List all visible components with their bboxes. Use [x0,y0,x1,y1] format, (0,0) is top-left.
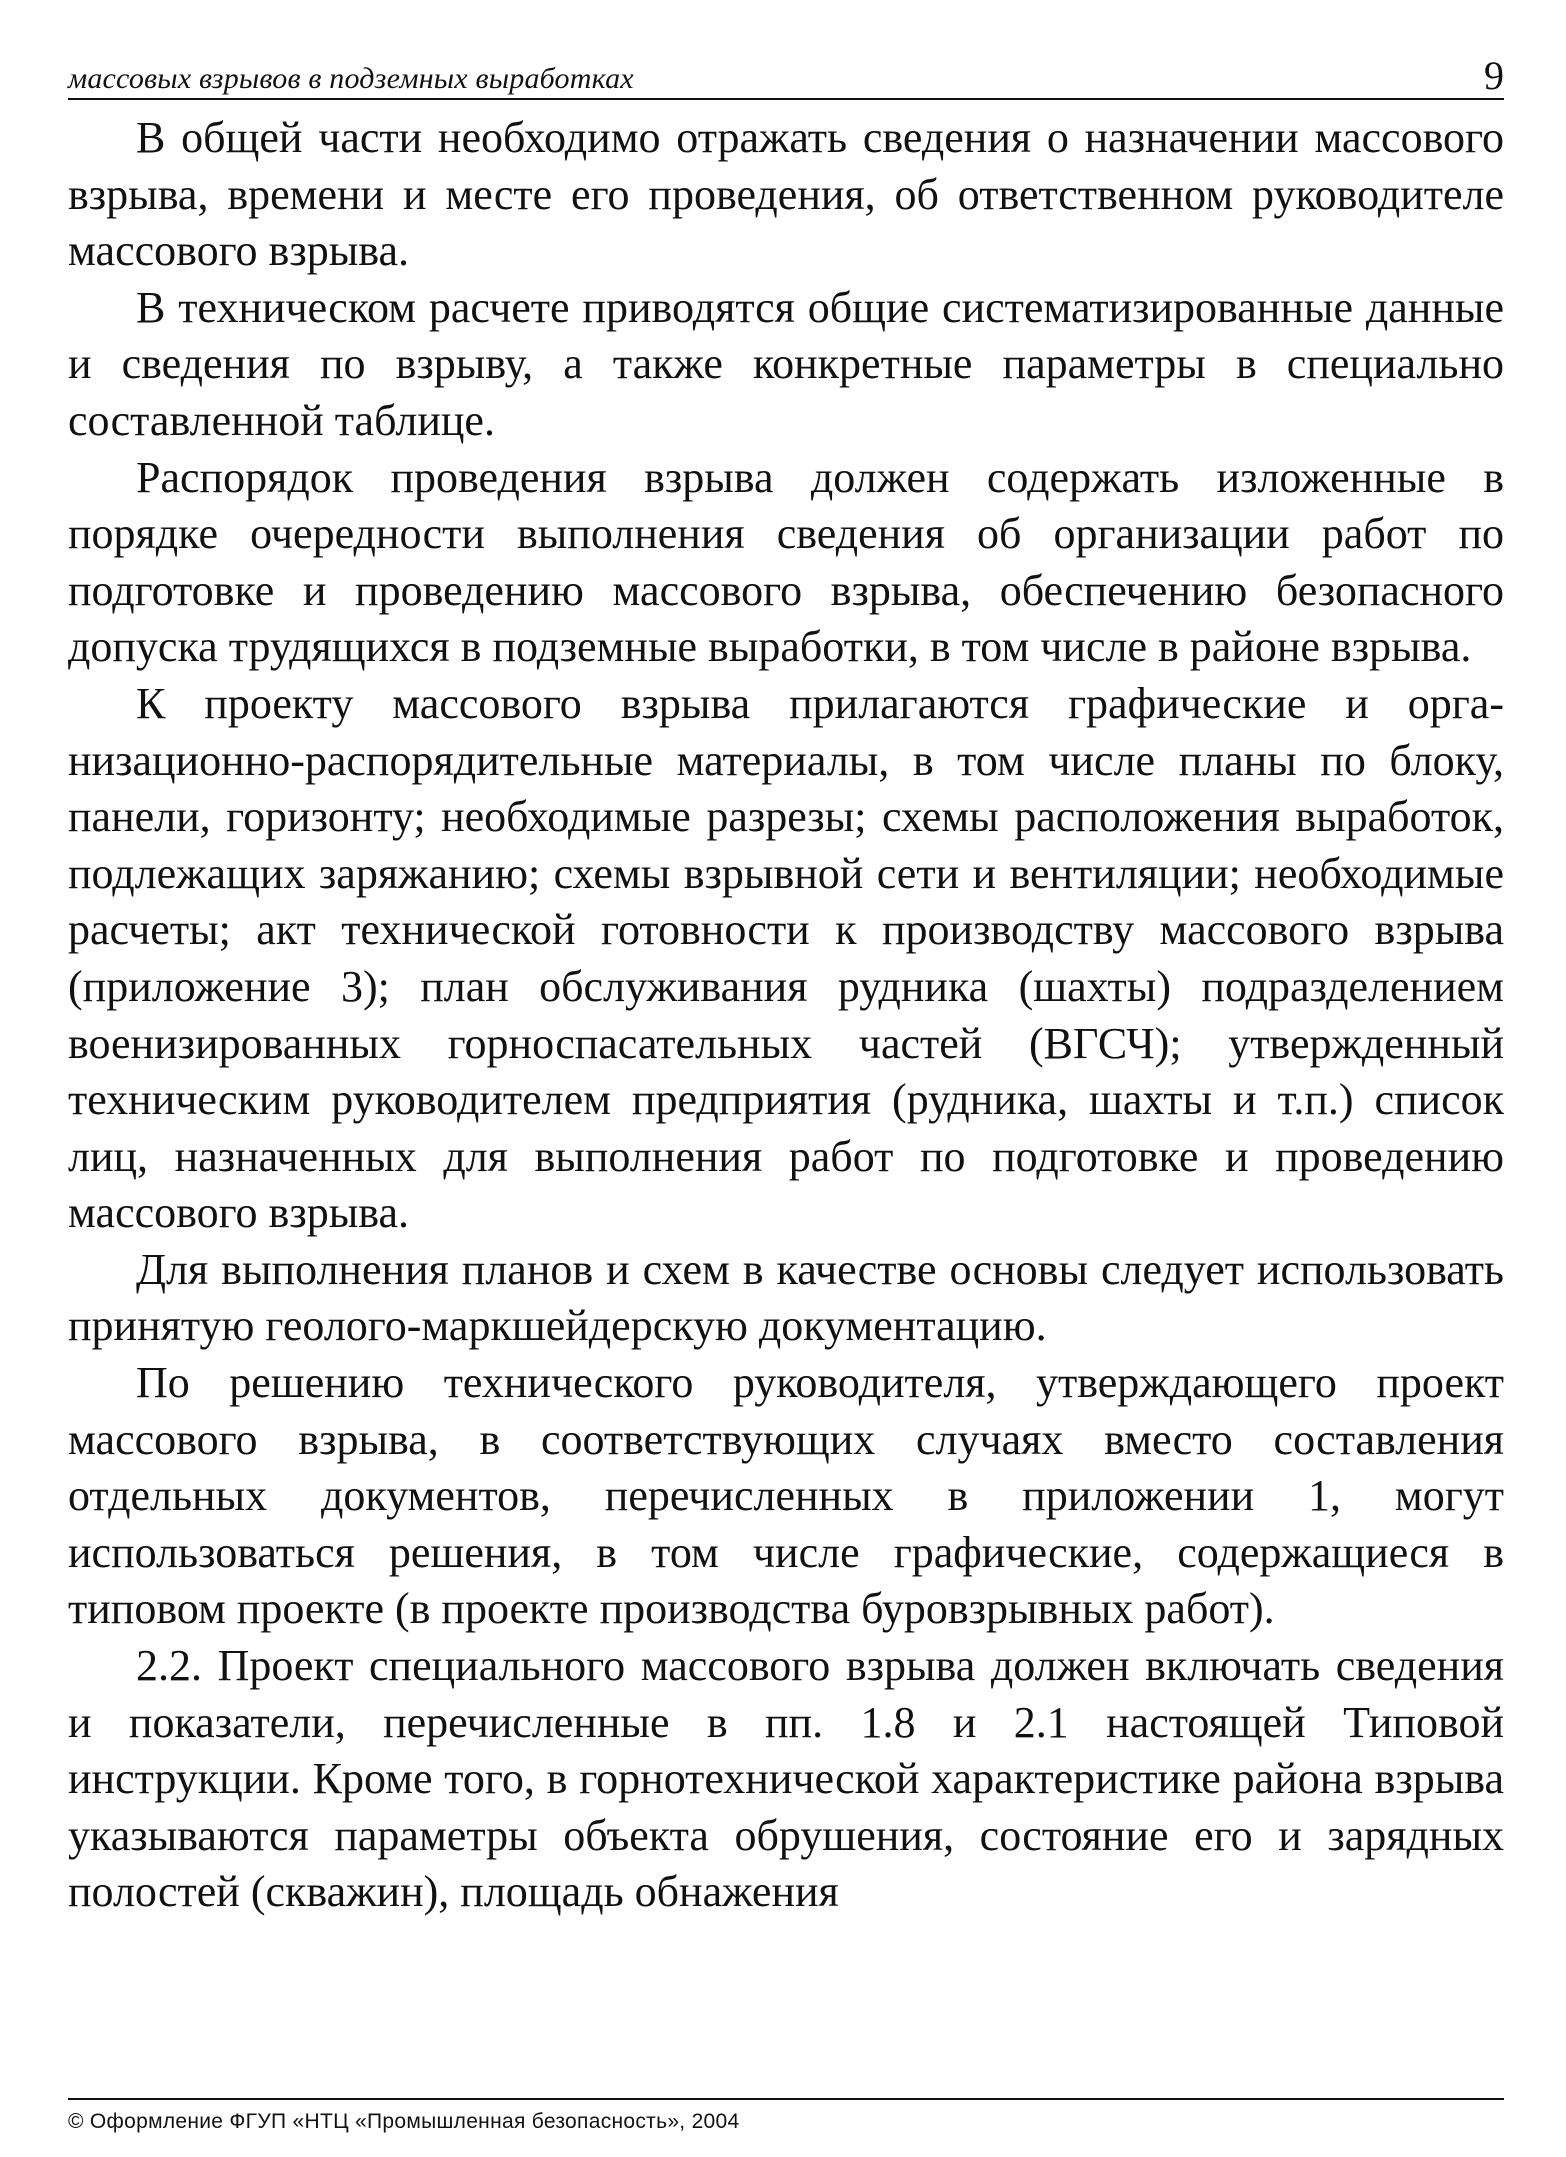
paragraph: В техническом расчете приводятся общие систематизированные данные и сведения по взрыву, а также конкретные параметры в специально составленной таблице. [68,282,1504,445]
running-header [68,40,1504,100]
body-text [68,110,1504,1921]
paragraph: К проекту массового взрыва прилагаются графические и организационно-распорядительные материалы, в том числе планы по блоку, панели, горизонту; необходимые разрезы; схемы расположения выработок, подлежащих заряжанию; схемы взрывной сети и вентиляции; необходимые расчеты; акт технической готовности к производству массового взрыва (приложение 3); план обслуживания рудника (шахты) подразделением военизированных горноспасательных частей (ВГСЧ); утвержденный техническим руководителем предприятия (рудника, шахты и т.п.) список лиц, назначенных для выполнения работ по подготовке и проведению массового взрыва. [68,678,1504,1238]
paragraph: Для выполнения планов и схем в качестве основы следует использовать принятую геолого-маркшейдерскую документацию. [68,1244,1504,1351]
document-page [68,40,1504,1921]
running-title: массовых взрывов в подземных выработках [68,62,634,95]
footer-rule [68,2098,1504,2100]
paragraph: По решению технического руководителя, утверждающего проект массового взрыва, в соответствующих случаях вместо составления отдельных документов, перечисленных в приложении 1, могут использоваться решения, в том числе графические, содержащиеся в типовом проекте (в проекте производства буровзрывных работ). [68,1358,1504,1634]
paragraph: 2.2. Проект специального массового взрыва должен включать сведения и показатели, перечисленные в пп. 1.8 и 2.1 настоящей Типовой инструкции. Кроме того, в горнотехнической характеристике района взрыва указываются параметры объекта обрушения, состояние его и зарядных полостей (скважин), площадь обнажения [68,1641,1504,1917]
page-footer [68,2098,1504,2134]
paragraph: Распорядок проведения взрыва должен содержать изложенные в порядке очередности выполнения сведения об организации работ по подготовке и проведению массового взрыва, обеспечению безопасного допуска трудящихся в подземные выработки, в том числе в районе взрыва. [68,452,1504,672]
paragraph: В общей части необходимо отражать сведения о назначении массового взрыва, времени и месте его проведения, об ответственном руководителе массового взрыва. [68,113,1504,276]
page-number: 9 [1484,53,1504,98]
copyright-notice: © Оформление ФГУП «НТЦ «Промышленная безопасность», 2004 [68,2110,740,2133]
